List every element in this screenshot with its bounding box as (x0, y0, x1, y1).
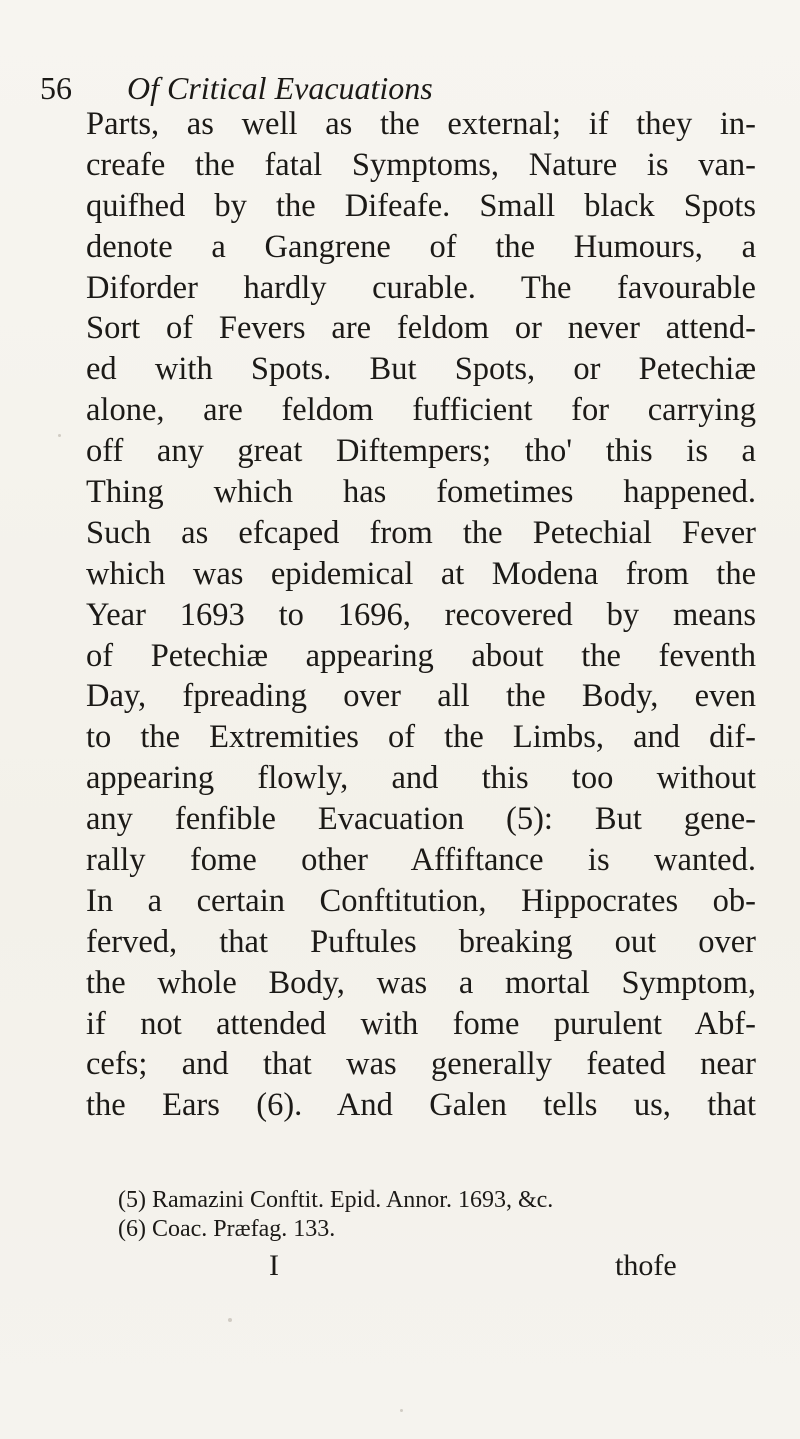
running-title: Of Critical Evacuations (127, 70, 433, 106)
signature-mark: I (269, 1249, 279, 1282)
text-line: Such as efcaped from the Petechial Fever (86, 514, 756, 551)
text-line: any fenfible Evacuation (5): But gene- (86, 801, 756, 838)
text-line: ed with Spots. But Spots, or Petechiæ (86, 351, 756, 388)
text-line: creafe the fatal Symptoms, Nature is van- (86, 146, 756, 183)
body-text (86, 104, 756, 1126)
text-line: which was epidemical at Modena from the (86, 555, 756, 592)
paper-speck (400, 1409, 403, 1412)
catchword: thofe (615, 1249, 677, 1282)
footnotes (118, 1186, 758, 1244)
text-line: Parts, as well as the external; if they in- (86, 106, 756, 142)
paper-speck (228, 1318, 232, 1322)
text-line: the whole Body, was a mortal Symptom, (86, 964, 756, 1001)
text-line: cefs; and that was generally feated near (86, 1046, 756, 1083)
paper-speck (58, 434, 61, 437)
page-header (40, 68, 740, 108)
text-line: Diforder hardly curable. The favourable (86, 269, 756, 306)
text-line: of Petechiæ appearing about the feventh (86, 637, 756, 674)
text-line: Year 1693 to 1696, recovered by means (86, 596, 756, 633)
text-line: to the Extremities of the Limbs, and dif- (86, 719, 756, 756)
text-line: Sort of Fevers are feldom or never attend- (86, 310, 756, 347)
text-line: Thing which has fometimes happened. (86, 474, 756, 511)
footnote: (6) Coac. Præfag. 133. (118, 1216, 336, 1242)
text-line: the Ears (6). And Galen tells us, that (86, 1087, 756, 1124)
signature-row (0, 1246, 800, 1286)
text-line: ferved, that Puftules breaking out over (86, 923, 756, 960)
text-line: rally fome other Affiftance is wanted. (86, 842, 756, 879)
text-line: appearing flowly, and this too without (86, 760, 756, 797)
text-line: if not attended with fome purulent Abf- (86, 1005, 756, 1042)
page-number: 56 (40, 70, 72, 106)
footnote: (5) Ramazini Conftit. Epid. Annor. 1693, &c. (118, 1187, 554, 1213)
text-line: quifhed by the Difeafe. Small black Spots (86, 187, 756, 224)
text-line: off any great Diftempers; tho' this is a (86, 433, 756, 470)
text-line: denote a Gangrene of the Humours, a (86, 228, 756, 265)
text-line: Day, fpreading over all the Body, even (86, 678, 756, 715)
text-line: In a certain Conftitution, Hippocrates ob- (86, 882, 756, 919)
text-line: alone, are feldom fufficient for carrying (86, 392, 756, 429)
